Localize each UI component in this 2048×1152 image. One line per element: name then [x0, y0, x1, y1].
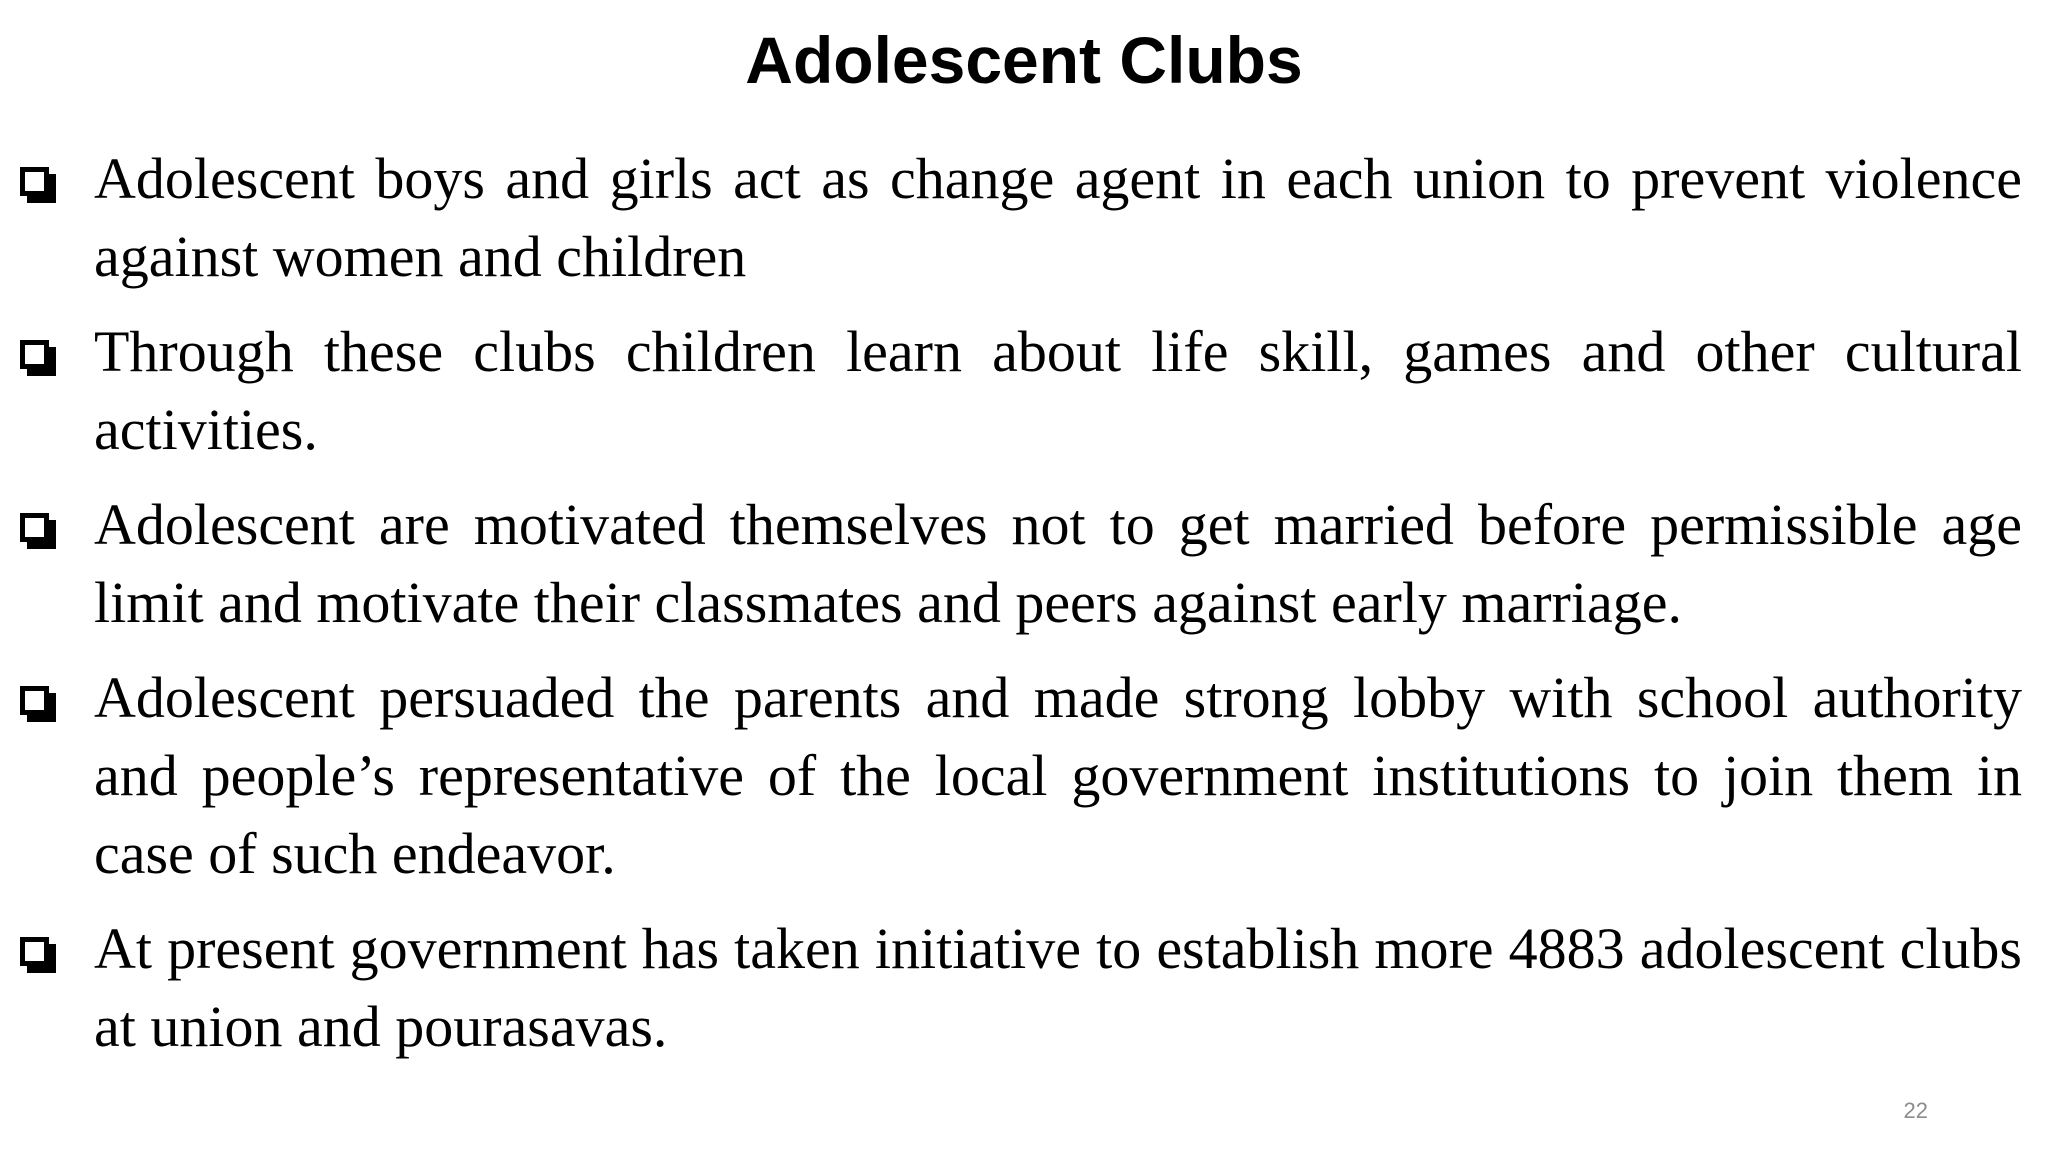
bullet-text: Adolescent boys and girls act as change agent in each union to prevent violence against women and children	[94, 146, 2022, 289]
bullet-text: At present government has taken initiative to establish more 4883 adolescent clubs at union and pourasavas.	[94, 916, 2022, 1059]
page-number: 22	[1903, 1098, 1928, 1123]
bullet-text: Adolescent persuaded the parents and made strong lobby with school authority and people’s representative of the local government institutions to join them in case of such endeavor.	[94, 665, 2022, 886]
slide-title: Adolescent Clubs	[745, 23, 1303, 97]
checkbox-icon	[20, 340, 49, 369]
bullet-list	[18, 140, 2022, 1083]
bullet-item	[18, 140, 2022, 296]
checkbox-icon	[20, 686, 49, 715]
checkbox-icon	[20, 937, 49, 966]
bullet-item	[18, 910, 2022, 1066]
bullet-item	[18, 486, 2022, 642]
bullet-text: Adolescent are motivated themselves not to get married before permissible age limit and motivate their classmates and peers against early marriage.	[94, 492, 2022, 635]
checkbox-icon	[20, 513, 49, 542]
bullet-item	[18, 659, 2022, 893]
bullet-text: Through these clubs children learn about life skill, games and other cultural activities.	[94, 319, 2022, 462]
bullet-item	[18, 313, 2022, 469]
checkbox-icon	[20, 167, 49, 196]
